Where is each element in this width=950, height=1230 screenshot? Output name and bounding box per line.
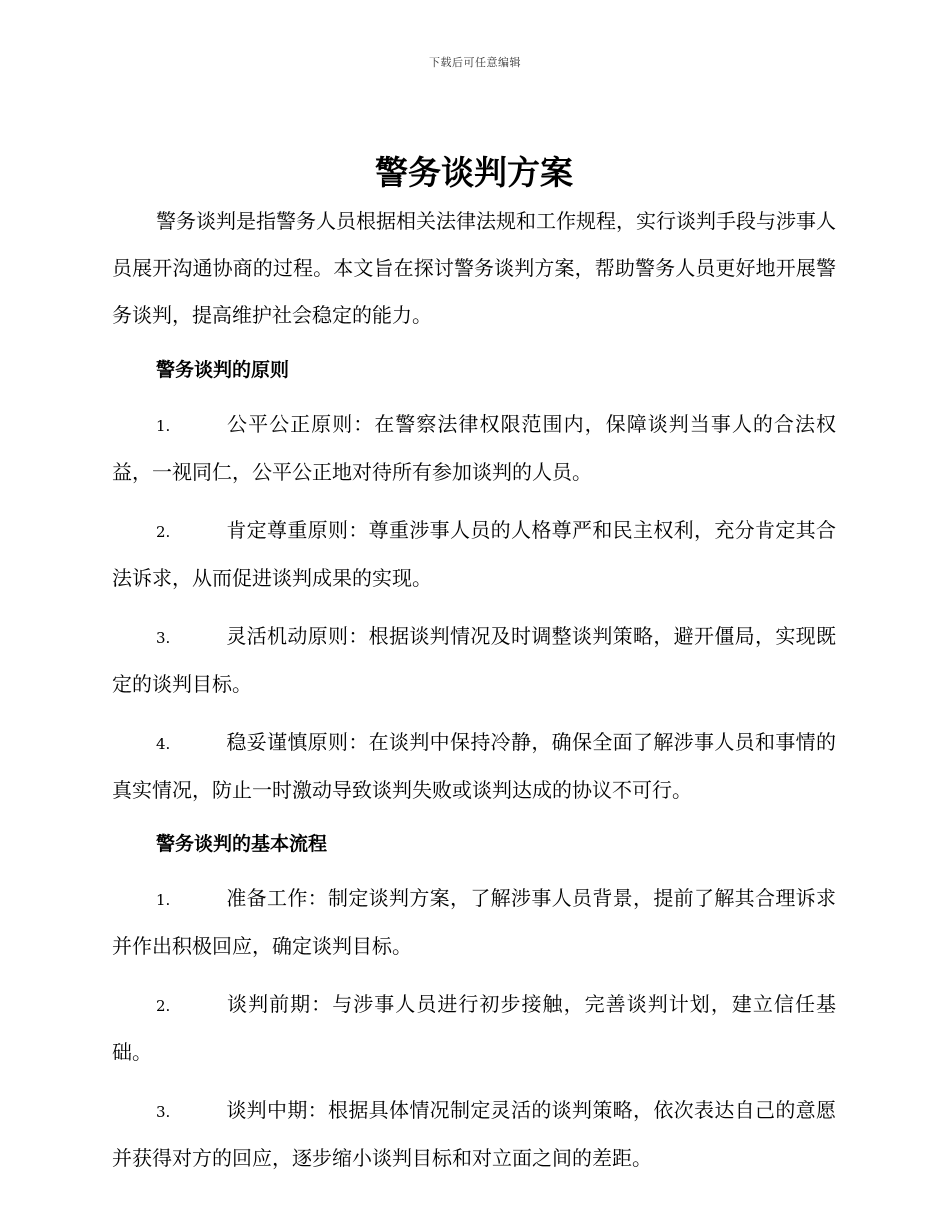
list-item-number: 4.: [156, 735, 171, 753]
header-note: 下载后可任意编辑: [429, 56, 521, 69]
list-item-text: 公平公正原则：在警察法律权限范围内，保障谈判当事人的合法权益，一视同仁，公平公正地对待所有参加谈判的人员。: [112, 412, 836, 484]
list-item-number: 3.: [156, 629, 171, 647]
list-item-number: 2.: [156, 523, 171, 541]
list-item-text: 稳妥谨慎原则：在谈判中保持冷静，确保全面了解涉事人员和事情的真实情况，防止一时激动导致谈判失败或谈判达成的协议不可行。: [112, 730, 836, 802]
list-item-text: 准备工作：制定谈判方案，了解涉事人员背景，提前了解其合理诉求并作出积极回应，确定谈判目标。: [112, 886, 836, 958]
document-body: [112, 148, 836, 1193]
list-item-number: 3.: [156, 1103, 171, 1121]
list-item-text: 肯定尊重原则：尊重涉事人员的人格尊严和民主权利，充分肯定其合法诉求，从而促进谈判成果的实现。: [112, 518, 836, 590]
list-item: [112, 1087, 836, 1181]
list-item: [112, 613, 836, 707]
list-item-text: 灵活机动原则：根据谈判情况及时调整谈判策略，避开僵局，实现既定的谈判目标。: [112, 624, 836, 696]
list-item: [112, 401, 836, 495]
section-heading: 警务谈判的基本流程: [156, 833, 328, 855]
list-item-text: 谈判中期：根据具体情况制定灵活的谈判策略，依次表达自己的意愿并获得对方的回应，逐步缩小谈判目标和对立面之间的差距。: [112, 1098, 836, 1170]
list-item-text: 谈判前期：与涉事人员进行初步接触，完善谈判计划，建立信任基础。: [112, 992, 836, 1064]
list-item: [112, 875, 836, 969]
document-title: 警务谈判方案: [375, 153, 573, 192]
list-item-number: 1.: [156, 417, 171, 435]
section-heading: 警务谈判的原则: [156, 359, 290, 381]
section-process: [112, 825, 836, 1181]
intro-paragraph: 警务谈判是指警务人员根据相关法律法规和工作规程，实行谈判手段与涉事人员展开沟通协商的过程。本文旨在探讨警务谈判方案，帮助警务人员更好地开展警务谈判，提高维护社会稳定的能力。: [112, 209, 836, 327]
list-item: [112, 981, 836, 1075]
list-item-number: 2.: [156, 997, 171, 1015]
list-item: [112, 719, 836, 813]
section-principles: [112, 351, 836, 813]
list-item-number: 1.: [156, 891, 171, 909]
list-item: [112, 507, 836, 601]
